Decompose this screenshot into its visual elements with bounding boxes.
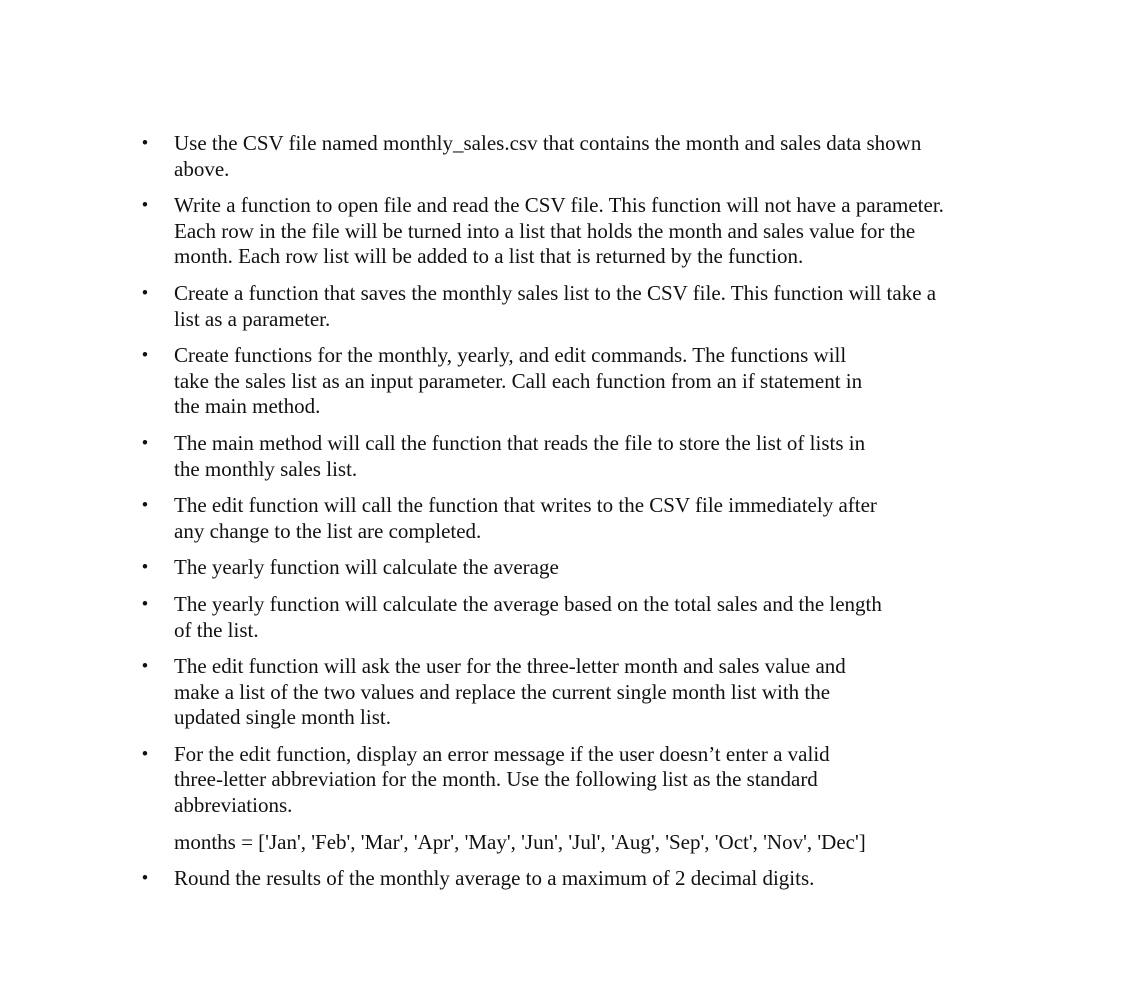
bullet-icon: • [141, 495, 149, 517]
item-line: The edit function will call the function that writes to the CSV file immediately after [174, 493, 877, 518]
bullet-icon: • [141, 195, 149, 217]
item-line: The yearly function will calculate the average [174, 555, 559, 580]
item-line: The edit function will ask the user for the three-letter month and sales value and [174, 654, 846, 679]
bullet-icon: • [141, 432, 149, 454]
list-item [0, 493, 1134, 544]
list-item [0, 555, 1134, 581]
item-line: For the edit function, display an error message if the user doesn’t enter a valid [174, 741, 830, 766]
item-line: any change to the list are completed. [174, 518, 482, 543]
bullet-icon: • [141, 743, 149, 765]
list-item [0, 431, 1134, 482]
bullet-icon: • [141, 868, 149, 890]
list-item [0, 131, 1134, 182]
item-line: The main method will call the function that reads the file to store the list of lists in [174, 430, 866, 455]
bullet-icon: • [141, 282, 149, 304]
months-list-line: months = ['Jan', 'Feb', 'Mar', 'Apr', 'May', 'Jun', 'Jul', 'Aug', 'Sep', 'Oct', 'Nov', 'Dec'] [174, 829, 866, 854]
item-line: the main method. [174, 394, 321, 419]
list-item [0, 742, 1134, 819]
item-line: updated single month list. [174, 705, 391, 730]
item-line: take the sales list as an input parameter. Call each function from an if statement in [174, 368, 863, 393]
item-line: three-letter abbreviation for the month. Use the following list as the standard [174, 767, 818, 792]
list-item [0, 343, 1134, 420]
item-line: Each row in the file will be turned into a list that holds the month and sales value for the [174, 218, 916, 243]
bullet-icon: • [141, 557, 149, 579]
list-item [0, 193, 1134, 270]
item-line: above. [174, 156, 230, 181]
item-line: Round the results of the monthly average to a maximum of 2 decimal digits. [174, 866, 815, 891]
requirements-list [0, 131, 1134, 903]
item-line: Use the CSV file named monthly_sales.csv that contains the month and sales data shown [174, 131, 922, 155]
item-line: of the list. [174, 617, 259, 642]
list-item [0, 281, 1134, 332]
item-line: abbreviations. [174, 793, 293, 818]
bullet-icon: • [141, 593, 149, 615]
item-line: make a list of the two values and replace the current single month list with the [174, 679, 831, 704]
item-line: Write a function to open file and read the CSV file. This function will not have a parameter. [174, 193, 944, 218]
item-line: list as a parameter. [174, 306, 331, 331]
bullet-icon: • [141, 345, 149, 367]
list-item [0, 654, 1134, 731]
item-line: the monthly sales list. [174, 456, 358, 481]
item-line: The yearly function will calculate the average based on the total sales and the length [174, 591, 882, 616]
item-line: Create a function that saves the monthly sales list to the CSV file. This function will take a [174, 280, 937, 305]
list-item [0, 866, 1134, 892]
item-line: Create functions for the monthly, yearly, and edit commands. The functions will [174, 343, 847, 368]
bullet-icon: • [141, 656, 149, 678]
bullet-icon: • [141, 133, 149, 154]
item-line: month. Each row list will be added to a list that is returned by the function. [174, 244, 804, 269]
list-item [0, 592, 1134, 643]
